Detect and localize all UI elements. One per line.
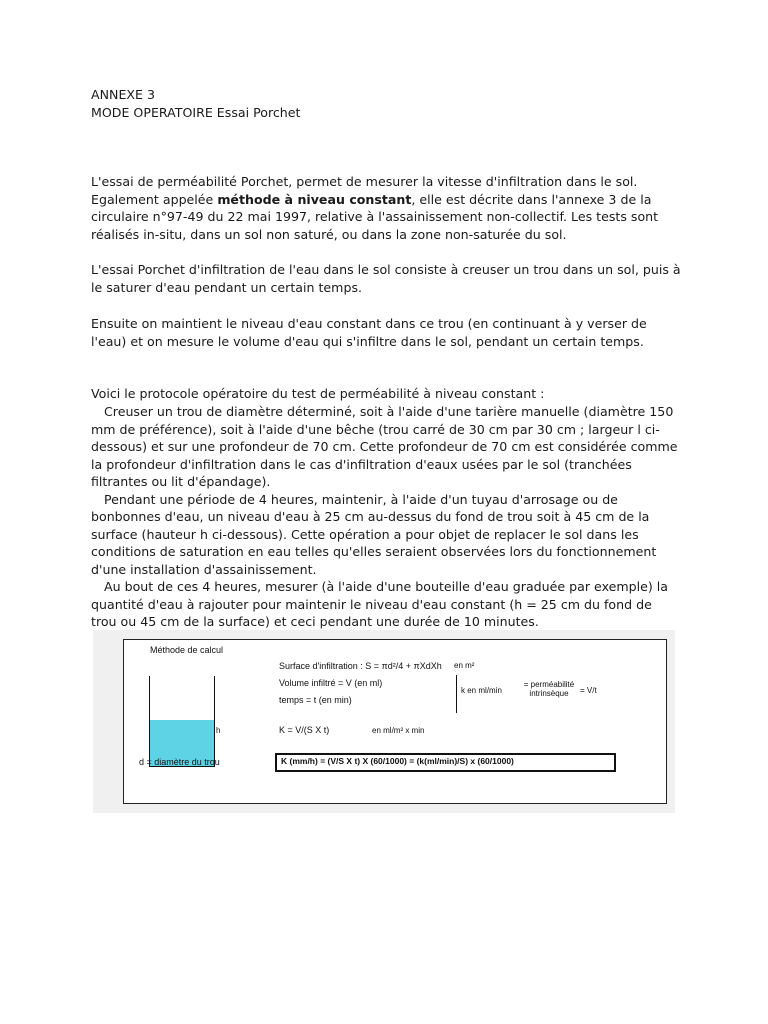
- document-title: MODE OPERATOIRE Essai Porchet: [91, 104, 301, 120]
- measure-paragraph: Ensuite on maintient le niveau d'eau constant dans ce trou (en continuant à y verser de l'eau) et on mesure le volume d'eau qui s'infiltre dans le sol, pendant un certain temps.: [91, 316, 647, 349]
- time-label: temps = t (en min): [279, 695, 352, 705]
- diameter-label: d = diamètre du trou: [139, 757, 220, 767]
- intro-paragraph: [91, 173, 681, 243]
- final-formula: K (mm/h) = (V/S X t) X (60/1000) = (k(ml/min)/S) x (60/1000): [281, 756, 514, 766]
- protocol-step: Pendant une période de 4 heures, maintenir, à l'aide d'un tuyau d'arrosage ou de bonbonnes d'eau, un niveau d'eau à 25 cm au-dessus du fond de trou soit à 45 cm de la surface (hauteur h ci-dessous). Cette opération a pour objet de replacer le sol dans les conditions de saturation en eau telles qu'elles seraient observées lors du fonctionnement d'une installation d'assainissement.: [91, 491, 657, 577]
- intro-text-b: , elle est décrite dans l'annexe 3 de la circulaire n°97-49 du 22 mai 1997, relative à l'assainissement non-collectif. Les tests sont réalisés in-situ, dans un sol non saturé, ou dans la zone non-saturée du sol.: [91, 191, 659, 242]
- k-unit: k en ml/min: [461, 686, 502, 695]
- protocol-steps: [91, 403, 681, 631]
- bracket-line: [456, 675, 457, 713]
- protocol-step: Creuser un trou de diamètre déterminé, soit à l'aide d'une tarière manuelle (diamètre 150 mm de préférence), soit à l'aide d'une bêche (trou carré de 30 cm par 30 cm ; largeur l ci-dessous) et sur une profondeur de 70 cm. Cette profondeur de 70 cm est considérée comme la profondeur d'infiltration dans le cas d'infiltration d'eaux usées par le sol (tranchées filtrantes ou lit d'épandage).: [91, 404, 678, 489]
- protocol-intro: Voici le protocole opératoire du test de perméabilité à niveau constant :: [91, 386, 545, 401]
- figure-frame: [123, 639, 667, 804]
- k-formula: K = V/(S X t): [279, 725, 330, 735]
- protocol-step: Au bout de ces 4 heures, mesurer (à l'aide d'une bouteille d'eau graduée par exemple) la quantité d'eau à rajouter pour maintenir le niveau d'eau constant (h = 25 cm du fond de trou ou 45 cm de la surface) et ceci pendant une durée de 10 minutes.: [91, 579, 669, 629]
- volume-label: Volume infiltré = V (en ml): [279, 678, 383, 688]
- ratio-label: = V/t: [580, 686, 597, 695]
- surface-formula: Surface d'infiltration : S = πd²/4 + πXdXh: [279, 661, 442, 671]
- permeability-note: = perméabilité intrinsèque: [523, 680, 575, 698]
- intro-bold: méthode à niveau constant: [217, 191, 412, 207]
- intro-text-a: L'essai de perméabilité Porchet, permet de mesurer la vitesse d'infiltration dans le sol. Egalement appelée: [91, 174, 638, 207]
- surface-unit: en m²: [454, 661, 475, 670]
- calculation-figure: [93, 630, 675, 813]
- height-label: h: [216, 726, 221, 735]
- final-formula-box: [275, 753, 616, 772]
- document-header: [91, 86, 681, 121]
- method-paragraph: L'essai Porchet d'infiltration de l'eau dans le sol consiste à creuser un trou dans un sol, puis à le saturer d'eau pendant un certain temps.: [91, 262, 681, 295]
- figure-title: Méthode de calcul: [150, 645, 224, 655]
- annex-label: ANNEXE 3: [91, 87, 156, 102]
- k-formula-unit: en ml/m² x min: [372, 726, 425, 735]
- hole-diagram: [149, 676, 215, 767]
